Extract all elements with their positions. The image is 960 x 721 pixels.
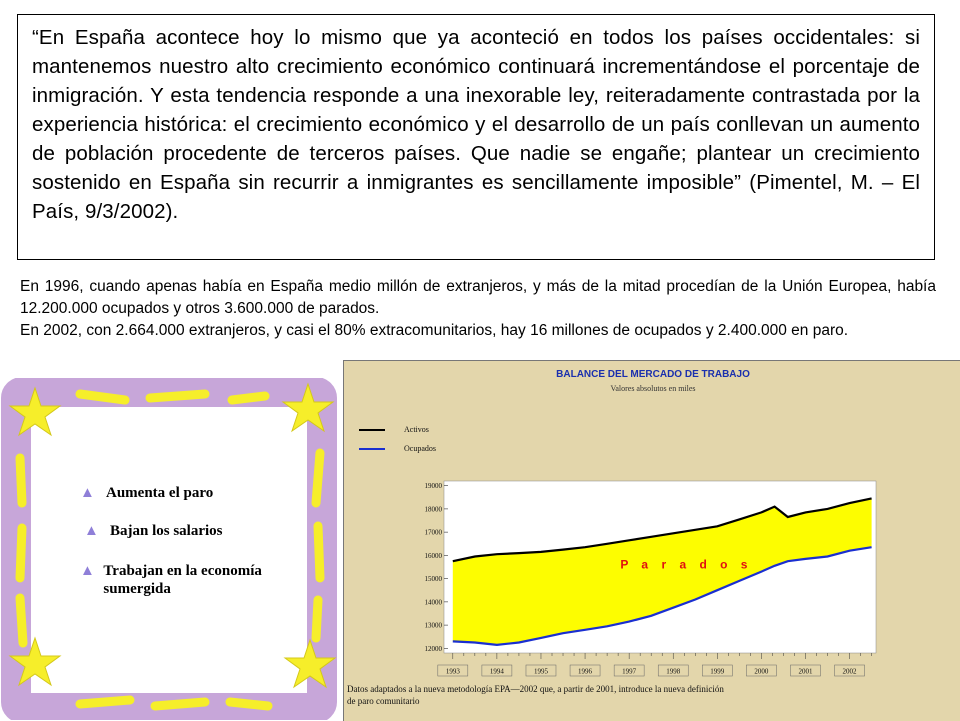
- bullet-item: [80, 562, 310, 598]
- x-tick-label: 1999: [710, 667, 725, 676]
- chart-panel: [343, 360, 960, 721]
- fact-1996: En 1996, cuando apenas había en España medio millón de extranjeros, y más de la mitad procedían de la Unión Europea, había 12.200.000 ocupados y otros 3.600.000 de parados.: [20, 278, 936, 317]
- fact-2002: En 2002, con 2.664.000 extranjeros, y casi el 80% extracomunitarios, hay 16 millones de ocupados y 2.400.000 en paro.: [20, 322, 849, 339]
- x-tick-label: 1995: [533, 667, 548, 676]
- legend-activos-label: Activos: [404, 425, 429, 434]
- bullet-text: Bajan los salarios: [110, 523, 223, 539]
- y-tick-label: 16000: [424, 551, 442, 560]
- x-tick-label: 1997: [622, 667, 637, 676]
- star-frame-decoration: [0, 378, 345, 720]
- facts-text: [20, 276, 936, 342]
- parados-label: P a r a d o s: [620, 557, 753, 572]
- x-tick-label: 2002: [842, 667, 857, 676]
- y-tick-label: 18000: [424, 505, 442, 514]
- x-tick-label: 2000: [754, 667, 769, 676]
- bullet-text: Trabajan en la economía sumergida: [103, 563, 262, 597]
- quote-box: [17, 14, 935, 260]
- chart-title: BALANCE DEL MERCADO DE TRABAJO: [556, 369, 750, 380]
- triangle-bullet-icon: ▲: [84, 523, 99, 539]
- y-tick-label: 19000: [424, 482, 442, 491]
- bullet-text: Aumenta el paro: [106, 485, 214, 501]
- quote-text: “En España acontece hoy lo mismo que ya aconteció en todos los países occidentales: si mantenemos nuestro alto crecimiento económico continuará incrementándose el porcentaje de inmigración. Y esta tendencia responde a una inexorable ley, reiteradamente contrastada por la experiencia histórica: el crecimiento económico y el desarrollo de un país conllevan un aumento de población procedente de terceros países. Que nadie se engañe; plantear un crecimiento sostenido en España sin recurrir a inmigrantes es sencillamente imposible” (Pimentel, M. – El País, 9/3/2002).: [32, 26, 920, 223]
- chart-footnote-line2: de paro comunitario: [347, 696, 420, 706]
- triangle-bullet-icon: ▲: [80, 563, 95, 579]
- legend-ocupados-label: Ocupados: [404, 444, 436, 453]
- y-tick-label: 12000: [424, 644, 442, 653]
- labour-market-chart: [344, 361, 960, 721]
- triangle-bullet-icon: ▲: [80, 485, 95, 501]
- y-tick-label: 17000: [424, 528, 442, 537]
- chart-subtitle: Valores absolutos en miles: [610, 384, 696, 393]
- bullet-item: [84, 522, 223, 540]
- y-tick-label: 15000: [424, 575, 442, 584]
- y-tick-label: 14000: [424, 598, 442, 607]
- x-tick-label: 2001: [798, 667, 813, 676]
- x-tick-label: 1998: [666, 667, 681, 676]
- y-tick-label: 13000: [424, 621, 442, 630]
- chart-footnote-line1: Datos adaptados a la nueva metodología EPA—2002 que, a partir de 2001, introduce la nueva definición: [347, 684, 724, 694]
- x-tick-label: 1996: [578, 667, 593, 676]
- bullet-item: [80, 484, 213, 502]
- x-tick-label: 1994: [489, 667, 504, 676]
- x-tick-label: 1993: [445, 667, 460, 676]
